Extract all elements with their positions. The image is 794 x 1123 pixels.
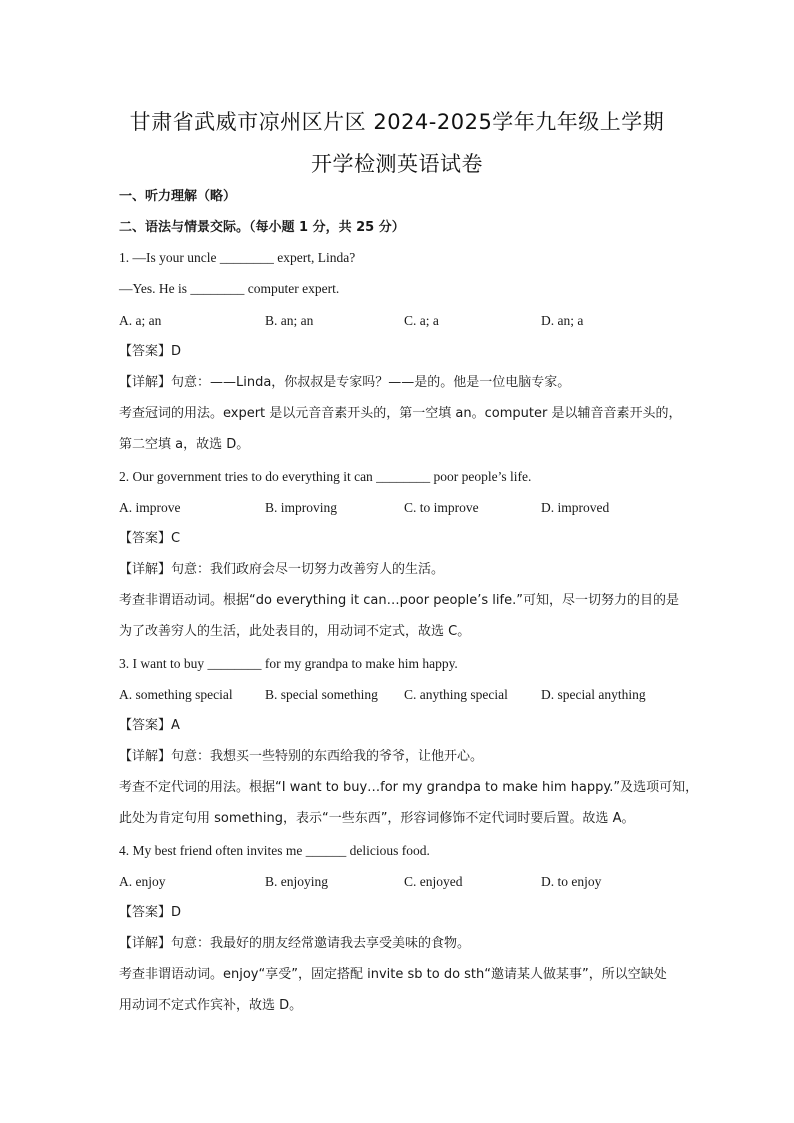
question-1-stem-1: 1. —Is your uncle ________ expert, Linda?	[119, 250, 356, 265]
question-1-explain-1: 【详解】句意：——Linda，你叔叔是专家吗？——是的。他是一位电脑专家。	[119, 375, 571, 390]
option-a: A. a; an	[119, 313, 162, 328]
question-4-explain-1: 【详解】句意：我最好的朋友经常邀请我去享受美味的食物。	[119, 936, 471, 951]
option-b: B. improving	[265, 500, 338, 515]
question-2-explain-2: 考查非谓语动词。根据“do everything it can…poor people’s life.”可知，尽一切努力的目的是	[119, 593, 679, 608]
question-4-explain-2: 考查非谓语动词。enjoy“享受”，固定搭配 invite sb to do sth“邀请某人做某事”，所以空缺处	[119, 967, 667, 982]
option-d: D. an; a	[541, 313, 584, 328]
option-d: D. to enjoy	[541, 874, 602, 889]
question-1-explain-3: 第二空填 a，故选 D。	[119, 437, 250, 452]
option-c: C. to improve	[404, 500, 479, 515]
question-2-explain-1: 【详解】句意：我们政府会尽一切努力改善穷人的生活。	[119, 562, 445, 577]
question-3-explain-1: 【详解】句意：我想买一些特别的东西给我的爷爷，让他开心。	[119, 749, 484, 764]
question-4-answer: 【答案】D	[119, 905, 182, 920]
question-4-stem-1: 4. My best friend often invites me ______ delicious food.	[119, 843, 430, 858]
option-a: A. improve	[119, 500, 181, 515]
option-d: D. improved	[541, 500, 610, 515]
option-b: B. enjoying	[265, 874, 328, 889]
section-heading-listening: 一、听力理解（略）	[119, 189, 237, 204]
option-a: A. something special	[119, 687, 233, 702]
option-c: C. a; a	[404, 313, 439, 328]
question-2-explain-3: 为了改善穷人的生活，此处表目的，用动词不定式，故选 C。	[119, 624, 471, 639]
option-c: C. anything special	[404, 687, 508, 702]
question-2-answer: 【答案】C	[119, 531, 181, 546]
question-1-answer: 【答案】D	[119, 344, 182, 359]
question-1-stem-2: —Yes. He is ________ computer expert.	[119, 281, 340, 296]
question-1-explain-2: 考查冠词的用法。expert 是以元音音素开头的，第一空填 an。computer 是以辅音音素开头的，	[119, 406, 682, 421]
question-3-explain-2: 考查不定代词的用法。根据“I want to buy…for my grandpa to make him happy.”及选项可知，	[119, 780, 699, 795]
question-3-answer: 【答案】A	[119, 718, 180, 733]
option-b: B. an; an	[265, 313, 314, 328]
question-4-explain-3: 用动词不定式作宾补，故选 D。	[119, 998, 303, 1013]
section-heading-grammar: 二、语法与情景交际。（每小题 1 分，共 25 分）	[119, 220, 405, 235]
option-a: A. enjoy	[119, 874, 166, 889]
option-c: C. enjoyed	[404, 874, 463, 889]
option-b: B. special something	[265, 687, 378, 702]
question-2-stem-1: 2. Our government tries to do everything it can ________ poor people’s life.	[119, 469, 532, 484]
question-3-stem-1: 3. I want to buy ________ for my grandpa to make him happy.	[119, 656, 458, 671]
option-d: D. special anything	[541, 687, 646, 702]
title-line-1: 甘肃省武威市凉州区片区 2024-2025学年九年级上学期	[129, 110, 665, 134]
title-line-2: 开学检测英语试卷	[311, 152, 483, 176]
question-3-explain-3: 此处为肯定句用 something，表示“一些东西”，形容词修饰不定代词时要后置。故选 A。	[119, 811, 635, 826]
